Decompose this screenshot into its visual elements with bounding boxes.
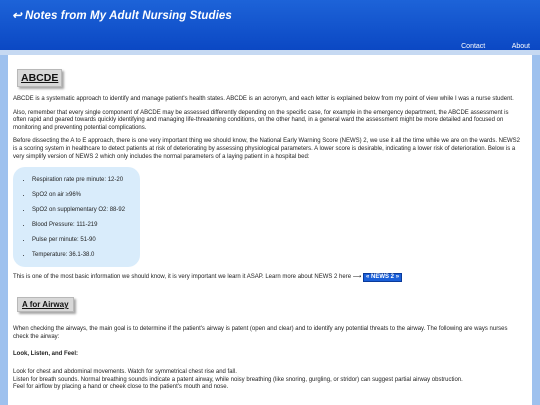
feel-line: Feel for airflow by placing a hand or cheek close to the patient's mouth and nose. [13,384,229,391]
list-item: • Blood Pressure: 111-219 [32,222,140,229]
page-heading: ABCDE [17,69,62,87]
look-line: Look for chest and abdominal movements. Watch for symmetrical chest rise and fall. [13,368,237,375]
list-item: • Pulse per minute: 51-90 [32,237,140,244]
arrow-right-icon: ⟶ [352,274,362,281]
listen-line: Listen for breath sounds. Normal breathing sounds indicate a patent airway, while noisy breathing (like snoring, gurgling, or stridor) can suggest partial airway obstruction. [13,376,463,383]
news2-link[interactable]: « NEWS 2 » [363,273,402,282]
news2-more-paragraph [13,273,523,282]
context-paragraph: Also, remember that every single component of ABCDE may be assessed differently depending on the specific case, for example in the emergency department, the ABCDE assessment is often rapid and geared towards quickly identifying and managing life-threatening conditions, on the other hand, in a general ward the assessment might be more detailed and focused on monitoring and preventing potential complications. [13,109,509,131]
site-title-link[interactable]: ↩ Notes from My Adult Nursing Studies [12,10,232,22]
news2-more-text: This is one of the most basic information we should know, it is very important we learn it ASAP. Learn more about NEWS 2 here [13,274,352,281]
news2-box [13,167,140,267]
intro-paragraph: ABCDE is a systematic approach to identify and manage patient's health states. ABCDE is an acronym, and each letter is explained below from my point of view while I was a nurse student. [13,96,514,102]
list-item: • SpO2 on air ≥96% [32,192,140,199]
list-item: • Respiration rate pre minute: 12-20 [32,177,140,184]
site-header [0,0,540,50]
airway-intro: When checking the airways, the main goal is to determine if the patient's airway is patent (open and clear) and to identify any potential threats to the airway. The following are ways nurses check the airway: [13,326,508,340]
main-content [8,55,532,405]
airway-heading: A for Airway [17,297,74,312]
nav-contact[interactable]: Contact [461,43,486,50]
right-margin [532,55,540,405]
list-item: • Temperature: 36.1-38.0 [32,252,140,259]
nav-about[interactable]: About [511,43,530,50]
news-paragraph: Before dissecting the A to E approach, there is one very important thing we should know, the National Early Warning Score (NEWS) 2, we use it all the time while we are on the wards. NEWS2 is a scoring system in healthcare to detect patients at risk of deteriorating by assessing physiological parameters. A lower score is desirable, indicating a lower risk of deterioration. Below is a very simplify version of NEWS 2 which only includes the normal parameters of a laying patient in a hospital bed: [13,138,521,160]
news2-list [13,177,140,259]
left-margin [0,55,8,405]
look-listen-feel-heading: Look, Listen, and Feel: [13,351,79,358]
list-item: • SpO2 on supplementary O2: 88-92 [32,207,140,214]
